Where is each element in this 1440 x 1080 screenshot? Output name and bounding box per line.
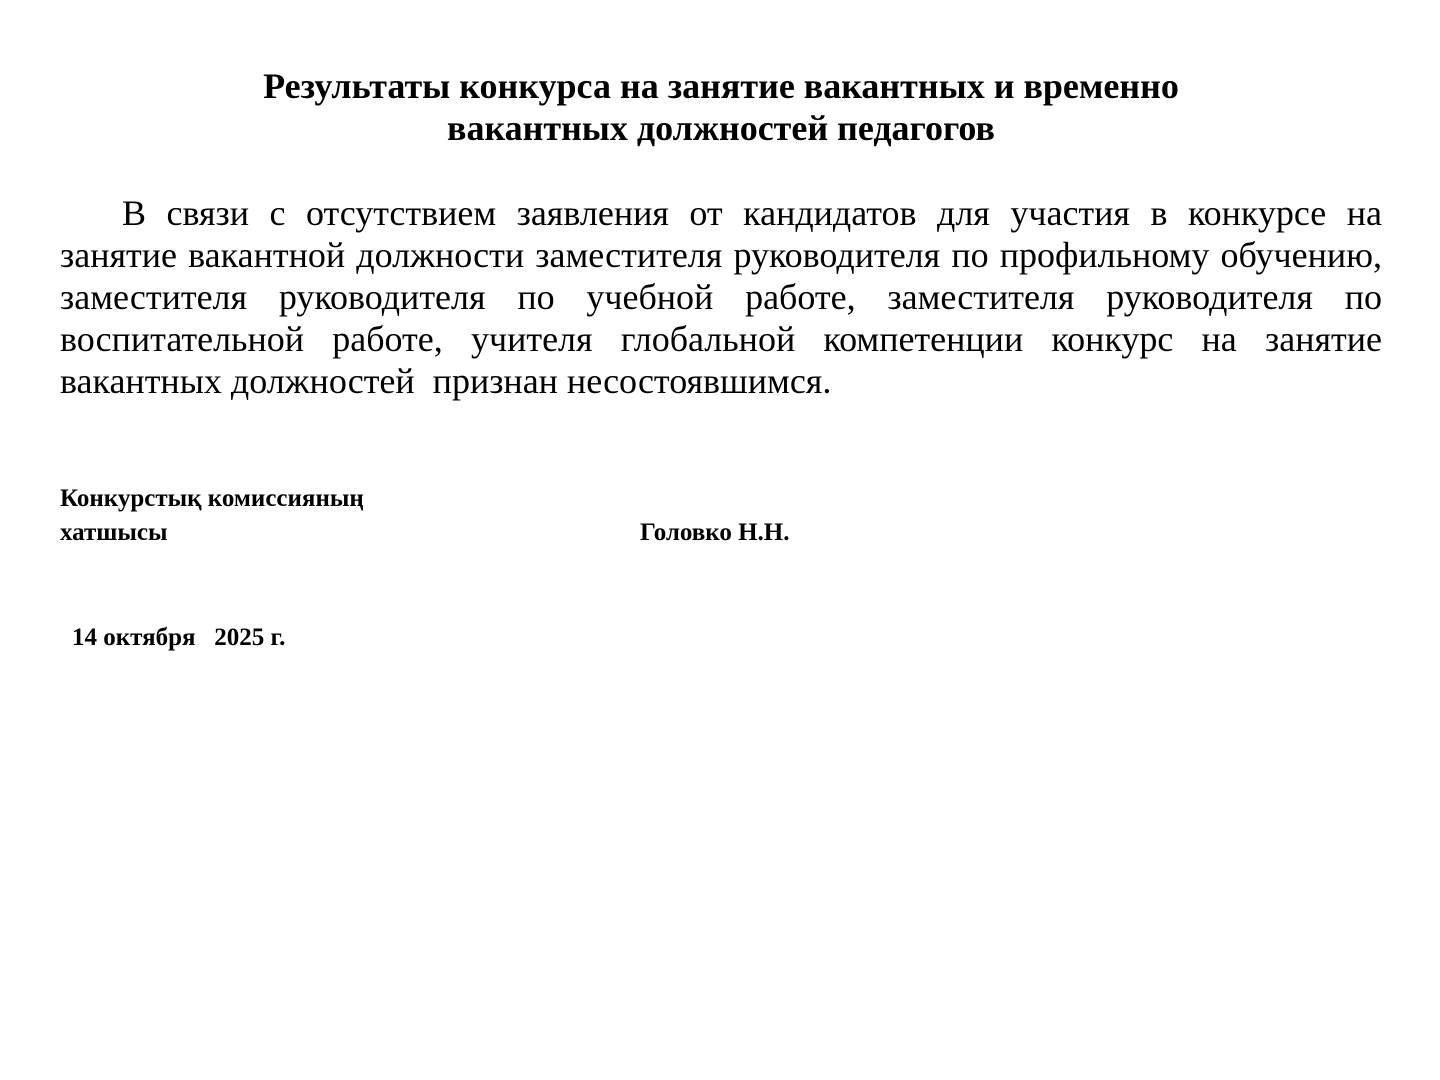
body-paragraph-line-3: заместителя руководителя по учебной работе, заместителя руководителя по bbox=[60, 277, 1382, 317]
signature-name: Головко Н.Н. bbox=[640, 519, 790, 546]
document-title bbox=[60, 65, 1382, 149]
signature-role-line-2: хатшысы bbox=[60, 519, 168, 546]
signature-role-line-1: Конкурстық комиссияның bbox=[60, 485, 364, 512]
document-content bbox=[0, 65, 1440, 655]
document-title-line-2: вакантных должностей педагогов bbox=[447, 108, 995, 148]
signature-row bbox=[60, 516, 1382, 550]
body-paragraph-line-2: занятие вакантной должности заместителя руководителя по профильному обучению, bbox=[60, 235, 1382, 275]
signature-block bbox=[60, 482, 1382, 550]
body-paragraph-line-5: вакантных должностей признан несостоявшимся. bbox=[60, 361, 832, 401]
body-paragraph bbox=[60, 192, 1382, 402]
document-date: 14 октября 2025 г. bbox=[72, 624, 286, 651]
body-paragraph-line-4: воспитательной работе, учителя глобальной компетенции конкурс на занятие bbox=[60, 319, 1382, 359]
body-paragraph-line-1: В связи с отсутствием заявления от кандидатов для участия в конкурсе на bbox=[122, 193, 1382, 233]
document-title-line-1: Результаты конкурса на занятие вакантных и временно bbox=[263, 66, 1179, 106]
